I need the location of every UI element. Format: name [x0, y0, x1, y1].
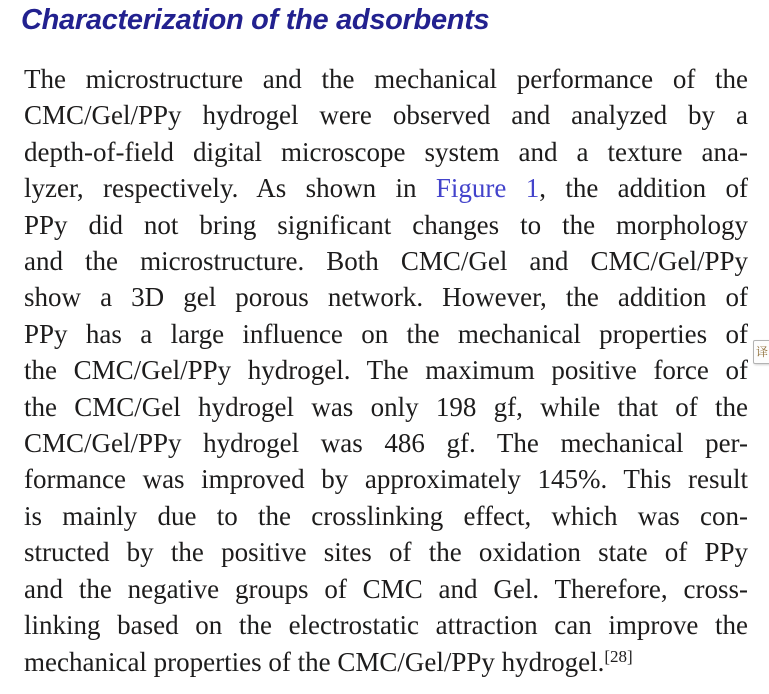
- paragraph-line: PPy has a large influence on the mechanical properties of: [24, 318, 748, 349]
- body-paragraph: [24, 61, 748, 680]
- paragraph-line: CMC/Gel/PPy hydrogel was 486 gf. The mechanical per-: [24, 428, 748, 459]
- paragraph-line: show a 3D gel porous network. However, the addition of: [24, 282, 748, 313]
- paragraph-line: mechanical properties of the CMC/Gel/PPy hydrogel.[28]: [24, 646, 633, 677]
- figure-1-link[interactable]: Figure 1: [435, 173, 540, 204]
- paragraph-line: the CMC/Gel hydrogel was only 198 gf, while that of the: [24, 391, 748, 422]
- paragraph-line: structed by the positive sites of the oxidation state of PPy: [24, 537, 748, 568]
- translate-icon: 译: [756, 345, 769, 359]
- paragraph-line: formance was improved by approximately 145%. This result: [24, 464, 748, 495]
- paragraph-line: The microstructure and the mechanical performance of the: [24, 64, 748, 94]
- paragraph-line: lyzer, respectively. As shown in Figure 1, the addition of: [24, 173, 748, 204]
- paragraph-line: CMC/Gel/PPy hydrogel were observed and analyzed by a: [24, 100, 748, 131]
- paragraph-line: linking based on the electrostatic attraction can improve the: [24, 610, 748, 641]
- reference-28-link[interactable]: [28]: [604, 646, 633, 666]
- paragraph-line: is mainly due to the crosslinking effect, which was con-: [24, 500, 748, 531]
- section-heading: Characterization of the adsorbents: [21, 4, 490, 36]
- paragraph-line: depth-of-field digital microscope system and a texture ana-: [24, 136, 748, 167]
- translate-widget-button[interactable]: [753, 340, 769, 364]
- paragraph-line: and the microstructure. Both CMC/Gel and CMC/Gel/PPy: [24, 246, 748, 277]
- paragraph-line: and the negative groups of CMC and Gel. Therefore, cross-: [24, 573, 748, 604]
- paragraph-line: PPy did not bring significant changes to the morphology: [24, 209, 748, 240]
- paragraph-line: the CMC/Gel/PPy hydrogel. The maximum positive force of: [24, 355, 748, 386]
